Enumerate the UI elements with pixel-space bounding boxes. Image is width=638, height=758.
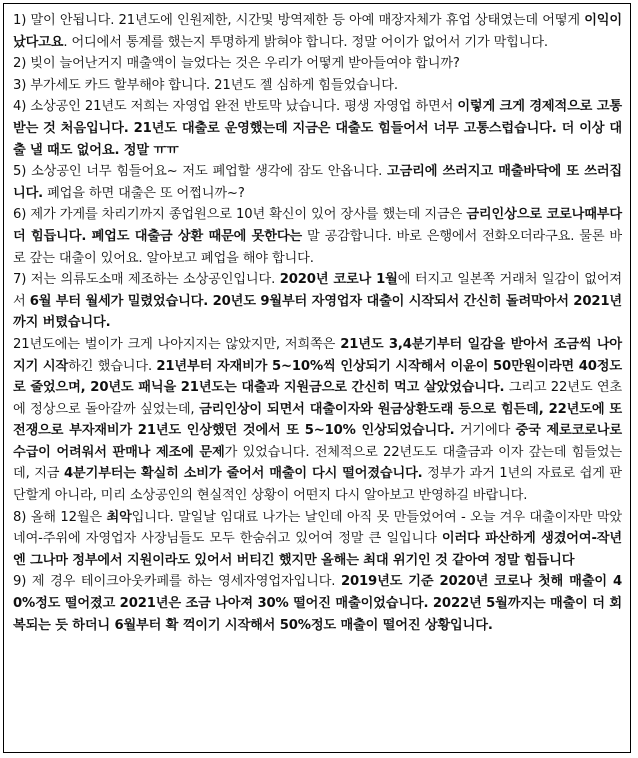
response-paragraph bbox=[13, 53, 622, 75]
text-segment: 9) 제 경우 테이크아웃카페를 하는 영세자영업자입니다. bbox=[13, 574, 341, 590]
text-segment: 2) 빚이 늘어난거지 매출액이 늘었다는 것은 우리가 어떻게 받아들여야 합니까? bbox=[13, 56, 460, 72]
bold-text-segment: 21년부터 자재비가 5~10%씩 인상되기 시작해서 이윤이 50만원이라면 40정도로 줄었으며, 20년도 패닉을 21년도는 대출과 지원금으로 간신히 먹고 살았었습니다. bbox=[13, 358, 622, 396]
text-segment: 하긴 했습니다. bbox=[68, 358, 157, 374]
text-segment: 4) 소상공인 21년도 저희는 자영업 완전 반토막 났습니다. 평생 자영업 하면서 bbox=[13, 99, 458, 115]
text-segment: 3) 부가세도 카드 할부해야 합니다. 21년도 젤 심하게 힘들었습니다. bbox=[13, 77, 398, 93]
text-segment: 그리고 22년도 연초에 정상으로 돌아갈까 싶었는데, bbox=[13, 380, 622, 417]
survey-response-box bbox=[3, 3, 631, 753]
response-paragraph bbox=[13, 334, 622, 507]
bold-text-segment: 이러다 파산하게 생겼어여-작년엔 그나마 정부에서 지원이라도 있어서 버티긴 했지만 올해는 최대 위기인 것 같아여 정말 힘듭니다 bbox=[13, 531, 622, 568]
text-segment: 1) 말이 안됩니다. 21년도에 인원제한, 시간및 방역제한 등 아예 매장자체가 휴업 상태였는데 어떻게 bbox=[13, 13, 585, 28]
response-paragraph bbox=[13, 10, 622, 53]
bold-text-segment: 금리인상으로 코로나때부다 더 힘듭니다. 폐업도 대출금 상환 때문에 못한다는 bbox=[13, 207, 622, 244]
bold-text-segment: 고금리에 쓰러지고 매출바닥에 또 쓰러집니다. bbox=[13, 164, 622, 201]
text-segment: 21년도에는 벌이가 크게 나아지지는 않았지만, 저희쪽은 bbox=[13, 336, 341, 352]
bold-text-segment: 최악 bbox=[106, 509, 132, 525]
text-segment: 8) 올해 12월은 bbox=[13, 509, 107, 525]
text-segment: 정부가 과거 1년의 자료로 쉽게 판단할게 아니라, 미리 소상공인의 현실적인 상황이 어떤지 다시 알아보고 반영하길 바랍니다. bbox=[13, 466, 622, 504]
text-segment: 에 터지고 일본쪽 거래처 일감이 없어져서 bbox=[13, 272, 622, 309]
bold-text-segment: 2019년도 기준 2020년 코로나 첫해 매출이 40%정도 떨어졌고 2021년은 조금 나아져 30% 떨어진 매출이었습니다. 2022년 5월까지는 매출이 더 회복되는 듯 하더니 6월부터 확 꺽이기 시작해서 50%정도 매출이 떨어진 상황입니다. bbox=[13, 574, 622, 633]
response-paragraph bbox=[13, 204, 622, 269]
response-paragraph bbox=[13, 161, 622, 204]
bold-text-segment: 2020년 코로나 1월 bbox=[279, 272, 398, 288]
response-paragraph bbox=[13, 269, 622, 334]
text-segment: 7) 저는 의류도소매 제조하는 소상공인입니다. bbox=[13, 272, 280, 288]
text-segment: 거기에다 bbox=[454, 423, 516, 439]
text-segment: 6) 제가 가게를 차리기까지 종업원으로 10년 확신이 있어 장사를 했는데 지금은 bbox=[13, 207, 467, 223]
response-paragraph bbox=[13, 571, 622, 636]
bold-text-segment: 6월 부터 월세가 밀렸었습니다. 20년도 9월부터 자영업자 대출이 시작되서 간신히 돌려막아서 2021년까지 버텼습니다. bbox=[13, 293, 622, 331]
text-segment: 말 공감합니다. 바로 은행에서 전화오더라구요. 물론 바로 갚는 대출이 있어요. 알아보고 폐업을 해야 합니다. bbox=[13, 228, 622, 266]
response-paragraph bbox=[13, 507, 622, 572]
text-segment: . 어디에서 통계를 했는지 투명하게 밝혀야 합니다. 정말 어이가 없어서 기가 막힙니다. bbox=[63, 34, 548, 50]
text-segment: 폐업을 하면 대출은 또 어쩝니까~? bbox=[43, 185, 245, 201]
text-segment: 가 있었습니다. 전체적으로 22년도도 대출금과 이자 갚는데 힘들었는데, 지금 bbox=[13, 444, 622, 482]
response-paragraph bbox=[13, 96, 622, 161]
bold-text-segment: 금리인상이 되면서 대출이자와 원금상환도래 등으로 힘든데, 22년도에 또 전쟁으로 부자재비가 21년도 인상했던 것에서 또 5~10% 인상되었습니다. bbox=[13, 401, 622, 439]
bold-text-segment: 중국 제로코로나로 수급이 어려워서 판매나 제조에 문제 bbox=[13, 423, 622, 460]
response-paragraph bbox=[13, 75, 622, 97]
text-segment: 입니다. 말일날 임대료 나가는 날인데 아직 못 만들었어여 - 오늘 겨우 대출이자만 막았네여-주위에 자영업자 사장님들도 모두 한숨쉬고 있어여 정말 큰 일입니다 bbox=[13, 509, 622, 547]
bold-text-segment: 이렇게 크게 경제적으로 고통받는 것 처음입니다. 21년도 대출로 운영했는데 지금은 대출도 힘들어서 너무 고통스럽습니다. 더 이상 대출 낼 때도 없어요. 정말 ㅠㅠ bbox=[13, 99, 622, 158]
bold-text-segment: 21년도 3,4분기부터 일감을 받아서 조금씩 나아지기 시작 bbox=[13, 336, 622, 374]
bold-text-segment: 4분기부터는 확실히 소비가 줄어서 매출이 다시 떨어졌습니다. bbox=[64, 466, 423, 482]
text-segment: 5) 소상공인 너무 힘들어요~ 저도 폐업할 생각에 잠도 안옵니다. bbox=[13, 164, 387, 180]
bold-text-segment: 이익이 났다고요 bbox=[13, 13, 622, 50]
